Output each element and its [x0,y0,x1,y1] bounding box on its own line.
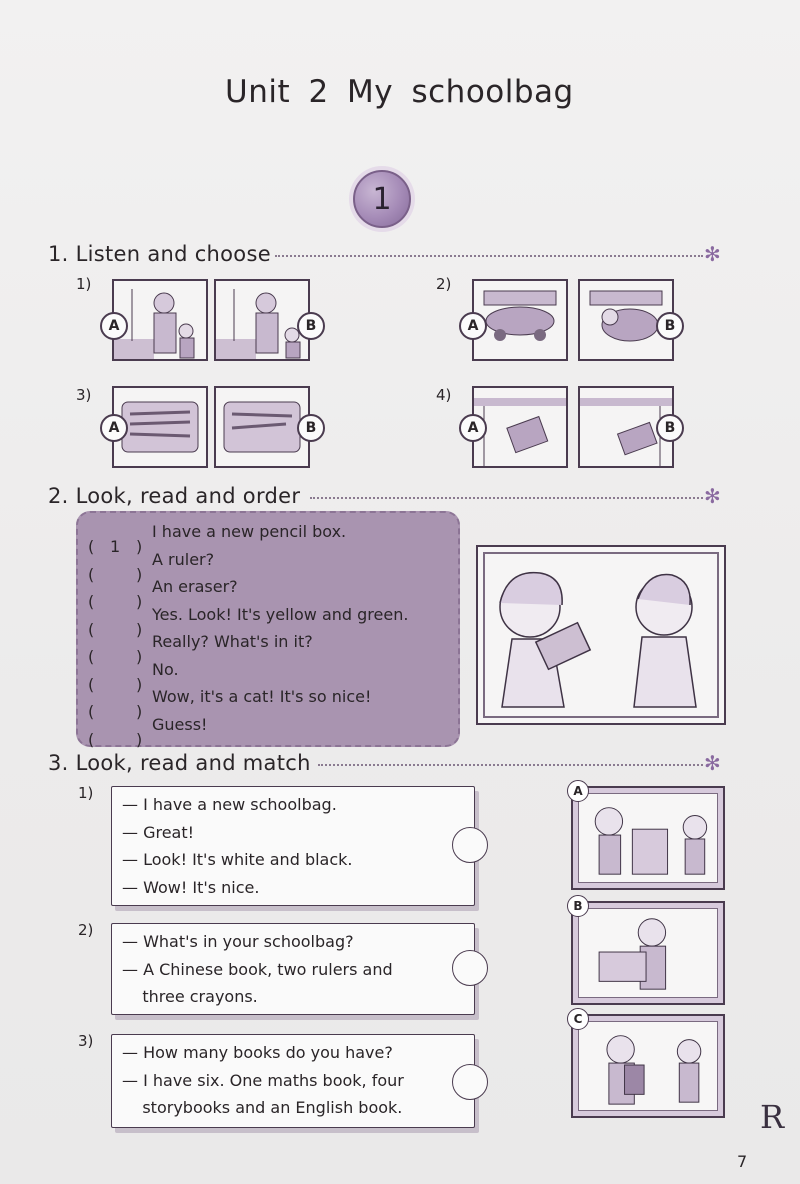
order-row: ( ) An eraser? [88,577,238,611]
order-line-text: An eraser? [152,577,238,596]
option-a-2[interactable]: A [459,312,487,340]
order-answer[interactable]: 1 [110,537,121,556]
match-label-c: C [567,1008,589,1030]
option-a-4[interactable]: A [459,414,487,442]
lesson-number-badge: 1 [353,170,411,228]
star-icon: ✻ [704,751,721,775]
dialogue-line: storybooks and an English book. [122,1098,403,1117]
order-row: ( ) Really? What's in it? [88,632,313,666]
option-b-4[interactable]: B [656,414,684,442]
page-title: Unit 2 My schoolbag [225,74,574,110]
match-dot-2[interactable] [452,950,488,986]
order-row: ( ) No. [88,660,179,694]
option-b-1[interactable]: B [297,312,325,340]
match-picture-a[interactable] [571,786,725,890]
order-line-text: A ruler? [152,550,215,569]
page-number: 7 [737,1152,748,1171]
dialogue-line: — A Chinese book, two rulers and [122,960,393,979]
star-icon: ✻ [704,242,721,266]
match-label-b: B [567,895,589,917]
order-row: ( 1 ) I have a new pencil box. [88,522,347,556]
order-line-text: Really? What's in it? [152,632,313,651]
picture-2a [472,279,568,361]
dialogue-number: 2) [78,921,94,939]
match-picture-c[interactable] [571,1014,725,1118]
option-a-3[interactable]: A [100,414,128,442]
option-b-3[interactable]: B [297,414,325,442]
order-row: ( ) A ruler? [88,550,215,584]
option-a-1[interactable]: A [100,312,128,340]
dialogue-line: — How many books do you have? [122,1043,393,1062]
dialogue-line: — I have six. One maths book, four [122,1071,404,1090]
match-label-a: A [567,780,589,802]
section3-divider [318,764,703,766]
show-through-text [320,160,326,181]
dialogue-card-2 [111,923,475,1015]
section3-title: 3. Look, read and match [48,751,311,775]
option-b-2[interactable]: B [656,312,684,340]
publisher-logo: R [760,1098,785,1136]
question-number: 1) [76,275,92,293]
order-line-text: I have a new pencil box. [152,522,347,541]
order-line-text: Yes. Look! It's yellow and green. [152,605,409,624]
section2-divider [310,497,703,499]
order-line-text: Wow, it's a cat! It's so nice! [152,687,372,706]
dialogue-card-1 [111,786,475,906]
question-number: 3) [76,386,92,404]
match-picture-b[interactable] [571,901,725,1005]
order-row: ( ) Wow, it's a cat! It's so nice! [88,687,372,721]
picture-1b [214,279,310,361]
order-dialogue-box [76,511,460,747]
dialogue-line: — Wow! It's nice. [122,878,260,897]
question-number: 2) [436,275,452,293]
order-row: ( ) Yes. Look! It's yellow and green. [88,605,409,639]
picture-3b [214,386,310,468]
dialogue-number: 1) [78,784,94,802]
dialogue-number: 3) [78,1032,94,1050]
dialogue-line: — I have a new schoolbag. [122,795,337,814]
dialogue-line: — Look! It's white and black. [122,850,353,869]
order-line-text: No. [152,660,179,679]
section1-title: 1. Listen and choose [48,242,271,266]
dialogue-line: — Great! [122,823,195,842]
match-dot-3[interactable] [452,1064,488,1100]
question-number: 4) [436,386,452,404]
order-line-text: Guess! [152,715,208,734]
dialogue-line: three crayons. [122,987,258,1006]
girl-boy-pencil-box-illustration [476,545,726,725]
section1-divider [275,255,703,257]
order-row: ( ) Guess! [88,715,208,749]
match-dot-1[interactable] [452,827,488,863]
section2-title: 2. Look, read and order [48,484,301,508]
dialogue-card-3 [111,1034,475,1128]
star-icon: ✻ [704,484,721,508]
dialogue-line: — What's in your schoolbag? [122,932,354,951]
